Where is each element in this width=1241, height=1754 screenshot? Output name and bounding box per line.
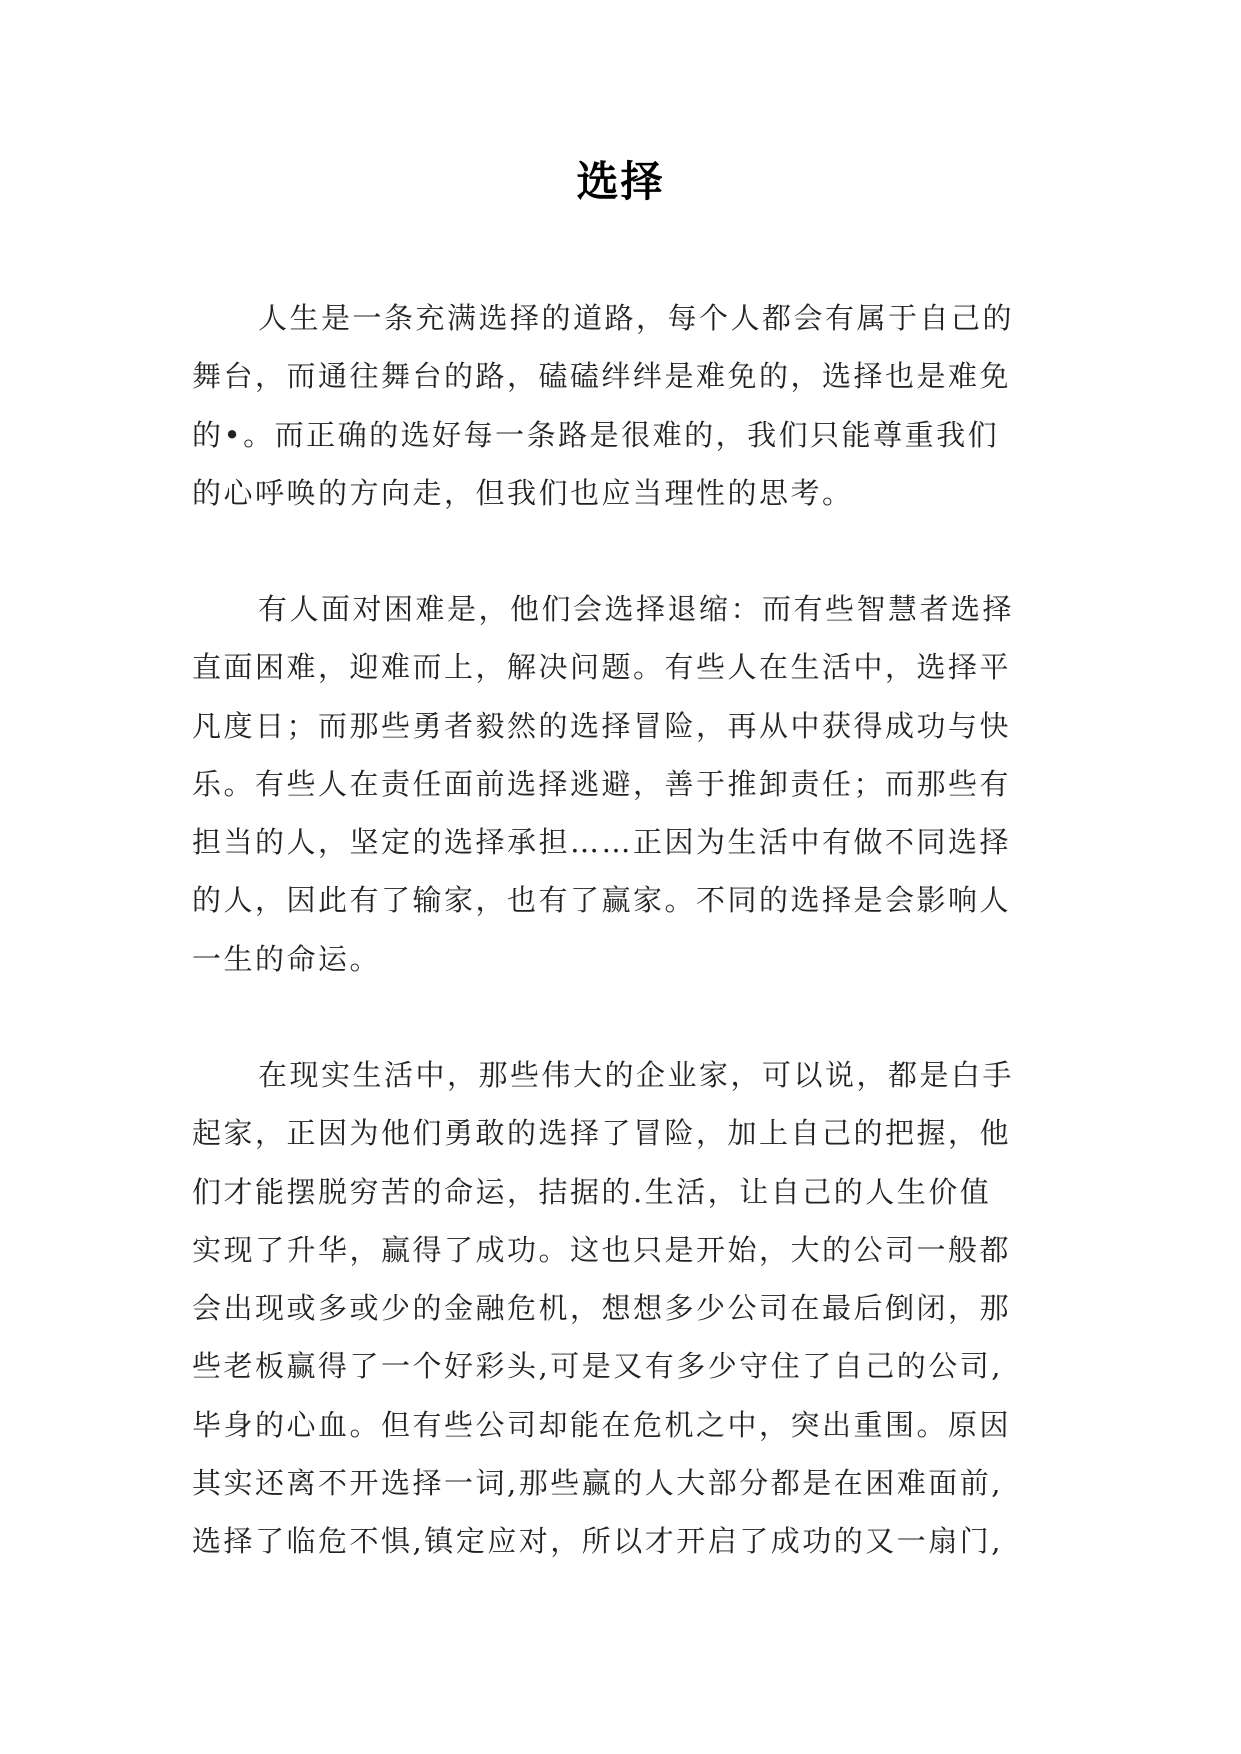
text-line: 实现了升华，赢得了成功。这也只是开始，大的公司一般都: [192, 1232, 1012, 1267]
text-line: 起家，正因为他们勇敢的选择了冒险，加上自己的把握，他: [192, 1116, 1012, 1151]
text-line: 的人，因此有了输家，也有了赢家。不同的选择是会影响人: [192, 883, 1012, 918]
text-line: 担当的人，坚定的选择承担……正因为生活中有做不同选择: [192, 825, 1012, 860]
text-line: 些老板赢得了一个好彩头,可是又有多少守住了自己的公司,: [192, 1349, 1003, 1384]
text-line: 有人面对困难是，他们会选择退缩：而有些智慧者选择: [258, 592, 1015, 626]
paragraph-1: [192, 289, 1070, 522]
text-line: 一生的命运。: [192, 941, 382, 976]
document-title: 选择: [576, 157, 665, 206]
text-line: 其实还离不开选择一词,那些赢的人大部分都是在困难面前,: [192, 1466, 1003, 1501]
paragraph-2: [192, 580, 1070, 988]
text-line: 直面困难，迎难而上，解决问题。有些人在生活中，选择平: [192, 650, 1012, 685]
text-line: 乐。有些人在责任面前选择逃避，善于推卸责任；而那些有: [192, 766, 1012, 801]
text-line: 毕身的心血。但有些公司却能在危机之中，突出重围。原因: [192, 1407, 1012, 1442]
text-line: 的•。而正确的选好每一条路是很难的，我们只能尊重我们: [192, 417, 1000, 452]
text-line: 会出现或多或少的金融危机，想想多少公司在最后倒闭，那: [192, 1291, 1012, 1326]
text-line: 人生是一条充满选择的道路，每个人都会有属于自己的: [258, 301, 1015, 335]
text-line: 选择了临危不惧,镇定应对，所以才开启了成功的又一扇门,: [192, 1524, 1003, 1559]
text-line: 们才能摆脱穷苦的命运，拮据的.生活，让自己的人生价值: [192, 1174, 992, 1209]
paragraph-3: [192, 1046, 1070, 1571]
text-line: 凡度日；而那些勇者毅然的选择冒险，再从中获得成功与快: [192, 708, 1012, 743]
text-line: 的心呼唤的方向走，但我们也应当理性的思考。: [192, 475, 854, 510]
text-line: 舞台，而通往舞台的路，磕磕绊绊是难免的，选择也是难免: [192, 359, 1012, 394]
text-line: 在现实生活中，那些伟大的企业家，可以说，都是白手: [258, 1058, 1015, 1092]
